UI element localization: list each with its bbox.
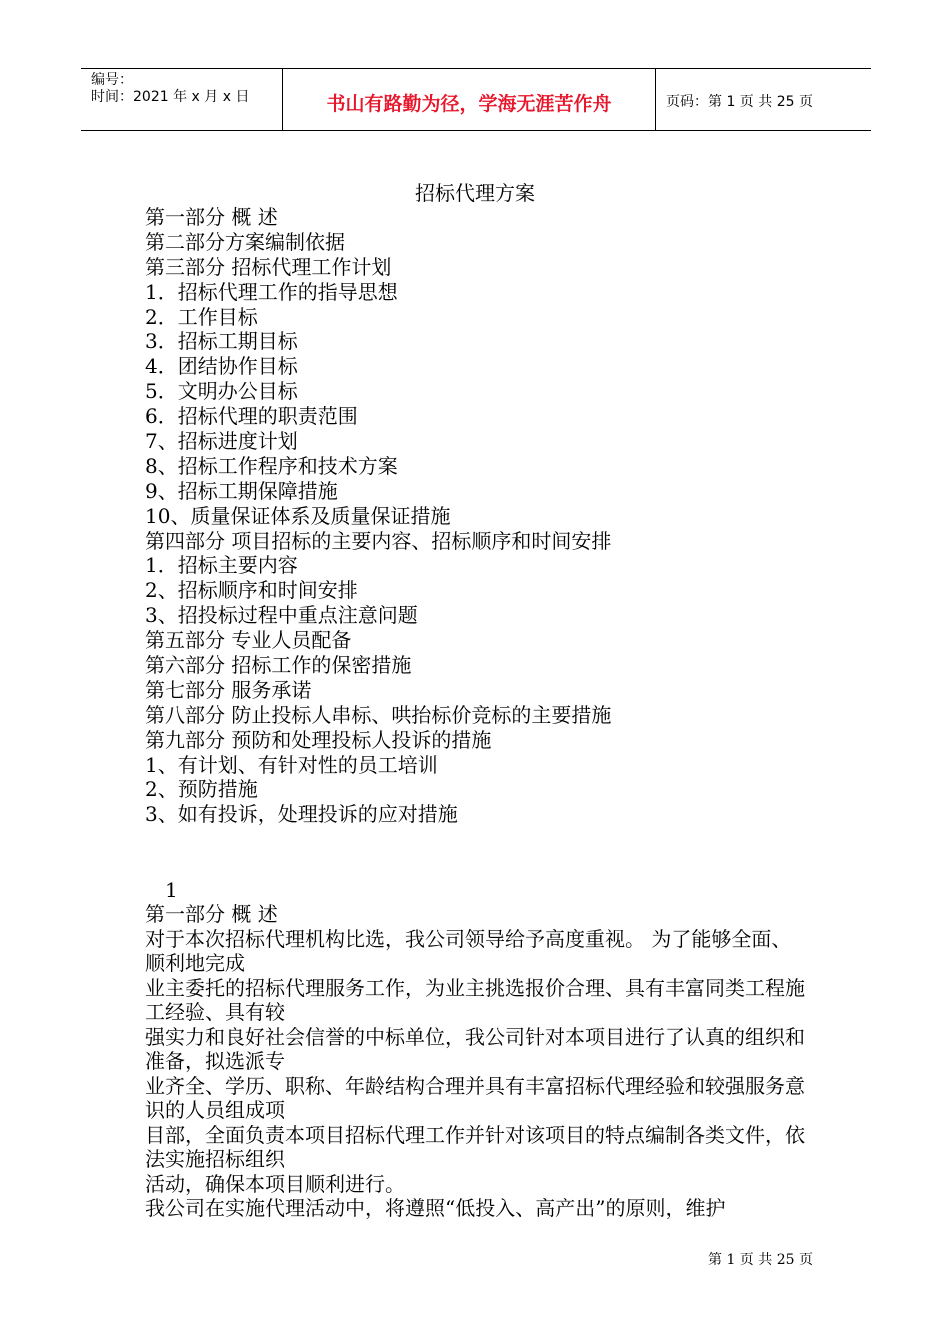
toc-item: 第三部分 招标代理工作计划 xyxy=(145,254,392,279)
page-marker: 1 xyxy=(165,878,178,902)
toc-item: 7、招标进度计划 xyxy=(145,429,298,454)
header-motto: 书山有路勤为径，学海无涯苦作舟 xyxy=(326,93,612,115)
header-right-cell xyxy=(656,69,871,130)
toc-item: 第七部分 服务承诺 xyxy=(145,677,312,702)
header-page-info: 页码：第 1 页 共 25 页 xyxy=(666,94,813,110)
document-time-label: 时间：2021 年 x 月 x 日 xyxy=(91,89,250,105)
section-one xyxy=(145,902,810,1221)
toc-item: 第四部分 项目招标的主要内容、招标顺序和时间安排 xyxy=(145,528,612,553)
toc-item: 1、有计划、有针对性的员工培训 xyxy=(145,752,438,777)
toc-item: 2．工作目标 xyxy=(145,304,258,329)
paragraph: 我公司在实施代理活动中，将遵照“低投入、高产出”的原则，维护 xyxy=(145,1196,726,1220)
toc-item: 第二部分方案编制依据 xyxy=(145,229,345,254)
toc-item: 3．招标工期目标 xyxy=(145,329,298,354)
toc-item: 第一部分 概 述 xyxy=(145,205,278,229)
paragraph: 业齐全、学历、职称、年龄结构合理并具有丰富招标代理经验和较强服务意识的人员组成项 xyxy=(145,1073,805,1122)
toc-item: 第八部分 防止投标人串标、哄抬标价竞标的主要措施 xyxy=(145,702,612,727)
paragraph: 强实力和良好社会信誉的中标单位，我公司针对本项目进行了认真的组织和准备，拟选派专 xyxy=(145,1024,805,1073)
toc-item: 3、如有投诉，处理投诉的应对措施 xyxy=(145,802,458,827)
toc-item: 6．招标代理的职责范围 xyxy=(145,404,358,429)
toc-item: 第五部分 专业人员配备 xyxy=(145,628,352,653)
toc-item: 10、质量保证体系及质量保证措施 xyxy=(145,503,451,528)
page-footer: 第 1 页 共 25 页 xyxy=(708,1252,813,1268)
paragraph: 目部，全面负责本项目招标代理工作并针对该项目的特点编制各类文件，依法实施招标组织 xyxy=(145,1122,805,1171)
page-header xyxy=(81,68,871,131)
toc-item: 8、招标工作程序和技术方案 xyxy=(145,453,398,478)
toc-item: 4．团结协作目标 xyxy=(145,354,298,379)
paragraph: 对于本次招标代理机构比选，我公司领导给予高度重视。 为了能够全面、顺利地完成 xyxy=(145,926,792,975)
toc-item: 9、招标工期保障措施 xyxy=(145,478,338,503)
toc-item: 第九部分 预防和处理投标人投诉的措施 xyxy=(145,727,492,752)
table-of-contents xyxy=(145,205,810,827)
toc-item: 1．招标主要内容 xyxy=(145,553,298,578)
document-number-label: 编号： xyxy=(91,72,133,88)
section-heading: 第一部分 概 述 xyxy=(145,902,278,926)
paragraph: 活动，确保本项目顺利进行。 xyxy=(145,1171,405,1196)
toc-item: 2、预防措施 xyxy=(145,777,258,802)
toc-item: 5．文明办公目标 xyxy=(145,379,298,404)
toc-item: 3、招投标过程中重点注意问题 xyxy=(145,603,418,628)
header-motto-cell xyxy=(282,69,656,130)
toc-item: 第六部分 招标工作的保密措施 xyxy=(145,653,412,678)
toc-item: 1．招标代理工作的指导思想 xyxy=(145,279,398,304)
header-left-cell xyxy=(81,69,282,130)
paragraph: 业主委托的招标代理服务工作，为业主挑选报价合理、具有丰富同类工程施工经验、具有较 xyxy=(145,975,805,1024)
toc-item: 2、招标顺序和时间安排 xyxy=(145,578,358,603)
document-title: 招标代理方案 xyxy=(415,181,535,205)
